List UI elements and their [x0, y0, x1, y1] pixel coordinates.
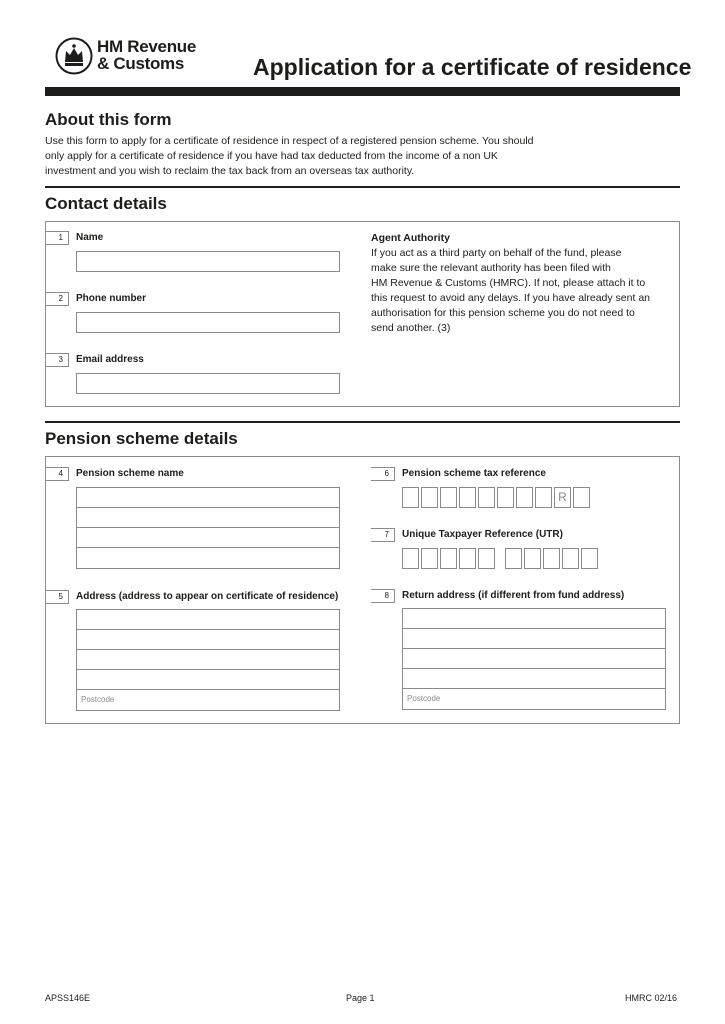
scheme-name-field[interactable]: [76, 487, 340, 569]
tax-reference-digit[interactable]: [402, 487, 419, 508]
return-address-label: Return address (if different from fund address): [402, 590, 625, 601]
address-label: Address (address to appear on certificate of residence): [76, 591, 339, 602]
scheme-name-line[interactable]: [77, 508, 339, 528]
crown-crest-icon: [55, 36, 93, 76]
tax-reference-digit[interactable]: [421, 487, 438, 508]
address-line[interactable]: [77, 670, 339, 690]
about-line: only apply for a certificate of residence if you have had tax deducted from the income of a non UK: [45, 150, 498, 162]
contact-heading: Contact details: [45, 194, 167, 213]
utr-boxes: [402, 548, 600, 569]
header-bar: [45, 87, 680, 96]
tax-reference-digit[interactable]: [497, 487, 514, 508]
email-field[interactable]: [76, 373, 340, 394]
return-address-line[interactable]: [403, 629, 665, 649]
address-line[interactable]: [77, 610, 339, 630]
question-number: 4: [45, 467, 69, 481]
tax-reference-suffix: R: [554, 487, 571, 508]
address-line[interactable]: [77, 630, 339, 650]
name-label: Name: [76, 232, 104, 243]
question-number: 7: [371, 528, 395, 542]
tax-reference-label: Pension scheme tax reference: [402, 468, 546, 479]
agent-line: If you act as a third party on behalf of the fund, please: [371, 247, 622, 259]
phone-field[interactable]: [76, 312, 340, 333]
utr-digit[interactable]: [505, 548, 522, 569]
utr-digit[interactable]: [562, 548, 579, 569]
utr-digit[interactable]: [581, 548, 598, 569]
return-address-line[interactable]: [403, 649, 665, 669]
tax-reference-digit[interactable]: [535, 487, 552, 508]
question-number: 8: [371, 589, 395, 603]
logo-text-line2: & Customs: [97, 54, 185, 73]
logo-text-line1: HM Revenue: [97, 37, 197, 56]
scheme-name-line[interactable]: [77, 548, 339, 568]
return-address-postcode[interactable]: Postcode: [407, 694, 441, 703]
tax-reference-digit[interactable]: [440, 487, 457, 508]
question-number: 5: [45, 590, 69, 604]
email-label: Email address: [76, 354, 144, 365]
about-line: Use this form to apply for a certificate of residence in respect of a registered pension scheme. You should: [45, 135, 534, 147]
question-number: 2: [45, 292, 69, 306]
agent-line: HM Revenue & Customs (HMRC). If not, please attach it to: [371, 277, 646, 289]
agent-authority-heading: Agent Authority: [371, 232, 450, 244]
utr-digit[interactable]: [459, 548, 476, 569]
address-field[interactable]: [76, 609, 340, 711]
agent-line: make sure the relevant authority has been filed with: [371, 262, 611, 274]
section-rule: [45, 186, 680, 188]
return-address-line[interactable]: [403, 669, 665, 689]
question-number: 3: [45, 353, 69, 367]
return-address-line[interactable]: [403, 609, 665, 629]
pension-heading: Pension scheme details: [45, 429, 238, 448]
return-address-field[interactable]: [402, 608, 666, 710]
utr-digit[interactable]: [402, 548, 419, 569]
page-number: Page 1: [346, 993, 375, 1003]
agent-authority-text: [371, 246, 676, 336]
form-code: APSS146E: [45, 993, 91, 1003]
section-rule: [45, 421, 680, 423]
agent-line: authorisation for this pension scheme you do not need to: [371, 307, 635, 319]
scheme-name-label: Pension scheme name: [76, 468, 184, 479]
about-line: investment and you wish to reclaim the tax back from an overseas tax authority.: [45, 165, 415, 177]
utr-digit[interactable]: [524, 548, 541, 569]
address-line[interactable]: [77, 650, 339, 670]
scheme-name-line[interactable]: [77, 528, 339, 548]
phone-label: Phone number: [76, 293, 147, 304]
tax-reference-digit[interactable]: [459, 487, 476, 508]
agent-line: send another. (3): [371, 322, 451, 334]
about-heading: About this form: [45, 110, 172, 129]
address-postcode[interactable]: Postcode: [81, 695, 115, 704]
about-text: [45, 134, 605, 179]
question-number: 1: [45, 231, 69, 245]
utr-digit[interactable]: [421, 548, 438, 569]
utr-digit[interactable]: [478, 548, 495, 569]
agent-line: this request to avoid any delays. If you have already sent an: [371, 292, 651, 304]
utr-label: Unique Taxpayer Reference (UTR): [402, 529, 563, 540]
tax-reference-digit[interactable]: [478, 487, 495, 508]
scheme-name-line[interactable]: [77, 488, 339, 508]
question-number: 6: [371, 467, 395, 481]
utr-digit[interactable]: [440, 548, 457, 569]
document-title: Application for a certificate of residence: [253, 54, 692, 80]
utr-digit[interactable]: [543, 548, 560, 569]
tax-reference-digit[interactable]: [573, 487, 590, 508]
tax-reference-digit[interactable]: [516, 487, 533, 508]
name-field[interactable]: [76, 251, 340, 272]
form-version: HMRC 02/16: [625, 993, 678, 1003]
tax-reference-boxes: [402, 487, 592, 508]
hmrc-logo: [55, 36, 215, 78]
